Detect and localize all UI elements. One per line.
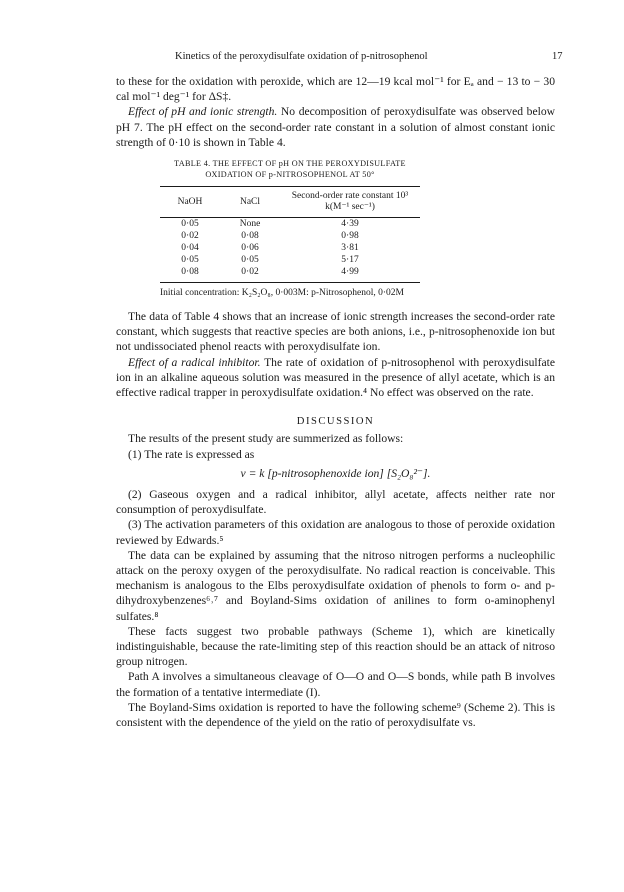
data-table [160, 186, 420, 283]
table-row [160, 230, 420, 242]
table-cell: 4·39 [341, 219, 359, 230]
table-4 [160, 158, 420, 299]
paragraph-activation-comparison: to these for the oxidation with peroxide, which are 12—19 kcal mol⁻¹ for Eₐ and − 13 to − 30 cal mol⁻¹ deg⁻¹ for ΔS‡. [116, 75, 555, 104]
paragraph-pathways: These facts suggest two probable pathways (Scheme 1), which are kinetically indistinguishable, because the rate-limiting step of this reaction should be an attack of nitroso group nitrogen. [116, 624, 555, 669]
table-row [160, 254, 420, 266]
paragraph-radical-inhibitor [116, 355, 555, 401]
table-row [160, 266, 420, 283]
table-cell: None [239, 219, 261, 230]
table-cell: 0·05 [181, 255, 199, 266]
paragraph-summary-intro: The results of the present study are summerized as follows: [128, 432, 404, 446]
rate-equation: v = k [p-nitrosophenoxide ion] [S₂O₈²⁻]. [240, 466, 431, 480]
section-heading-discussion: DISCUSSION [296, 416, 375, 428]
table-row [160, 242, 420, 254]
paragraph-ph-effect [116, 104, 555, 150]
paragraph-boyland-sims: The Boyland-Sims oxidation is reported to have the following scheme⁹ (Scheme 2). This is consistent with the dependence of the yield on the ratio of peroxydisulfate vs. [116, 700, 555, 730]
table-cell: 0·05 [181, 219, 199, 230]
table-footnote: Initial concentration: K₂S₂O₈, 0·003M: p-Nitrosophenol, 0·02M [160, 288, 404, 299]
paragraph-path-a-b: Path A involves a simultaneous cleavage of O—O and O—S bonds, while path B involves the formation of a tentative intermediate (I). [116, 670, 555, 699]
column-header-nacl: NaCl [220, 187, 280, 218]
paragraph-point-3: (3) The activation parameters of this oxidation are analogous to those of peroxide oxidation reviewed by Edwards.⁵ [116, 518, 555, 547]
table-cell: 4·99 [280, 266, 420, 283]
table-cell: 0·02 [181, 231, 199, 242]
table-cell: 0·04 [181, 243, 199, 254]
paragraph-radical-inhibitor-text: The rate of oxidation of p-nitrosophenol with peroxydisulfate ion in an alkaline aqueous solution was measured in the presence of allyl acetate, which is an effective radical trapper in peroxydisulfate oxidation.⁴ No effect was observed on the rate. [116, 355, 555, 400]
table-cell: 0·08 [241, 231, 259, 242]
paragraph-ionic-strength: The data of Table 4 shows that an increase of ionic strength increases the second-order rate constant, which suggests that reactive species are both anions, i.e., p-nitrosophenoxide ion but not undissociated phenol reacts with peroxydisulfate ion. [116, 310, 555, 354]
paragraph-mechanism: The data can be explained by assuming that the nitroso nitrogen performs a nucleophilic attack on the peroxy oxygen of the peroxydisulfate. No radical reaction is conceivable. This mechanism is analogous to the Elbs peroxydisulfate oxidation of phenols to form o- and p-dihydroxybenzenes⁶˒⁷ and Boyland-Sims oxidation of anilines to form o-aminophenyl sulfates.⁸ [116, 548, 555, 623]
column-header-rate-constant: Second-order rate constant 10³ k(M⁻¹ sec⁻¹) [280, 187, 420, 218]
table-caption: TABLE 4. THE EFFECT OF pH ON THE PEROXYDISULFATE OXIDATION OF p-NITROSOPHENOL AT 50° [174, 159, 406, 180]
table-row [160, 218, 420, 231]
table-cell: 0·05 [241, 255, 259, 266]
table-cell: 5·17 [341, 255, 359, 266]
paragraph-radical-inhibitor-heading: Effect of a radical inhibitor. [128, 355, 261, 369]
table-cell: 3·81 [341, 243, 359, 254]
table-cell: 0·06 [241, 243, 259, 254]
paragraph-ph-effect-text: No decomposition of peroxydisulfate was observed below pH 7. The pH effect on the second-order rate constant in a solution of almost constant ionic strength of 0·10 is shown in Table 4. [116, 105, 555, 149]
paragraph-point-2: (2) Gaseous oxygen and a radical inhibitor, allyl acetate, affects neither rate nor consumption of peroxydisulfate. [116, 488, 555, 517]
column-header-naoh: NaOH [160, 187, 220, 218]
table-cell: 0·02 [220, 266, 280, 283]
paragraph-ph-effect-heading: Effect of pH and ionic strength. [128, 105, 278, 119]
paragraph-rate-expression: (1) The rate is expressed as [128, 447, 255, 461]
page-number: 17 [552, 51, 563, 62]
table-cell: 0·08 [160, 266, 220, 283]
body-text [116, 74, 555, 730]
table-cell: 0·98 [341, 231, 359, 242]
running-title: Kinetics of the peroxydisulfate oxidation of p-nitrosophenol [175, 51, 428, 62]
